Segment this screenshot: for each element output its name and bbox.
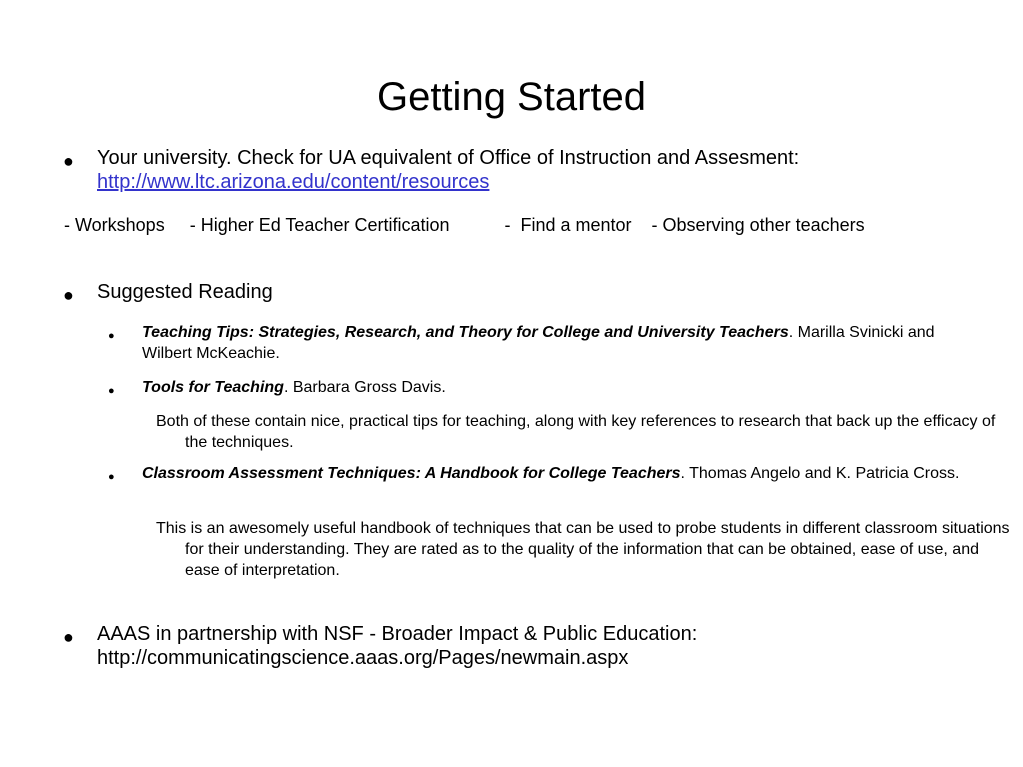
bullet-icon: ● (108, 471, 115, 483)
reading-authors: . Marilla Svinicki and Wilbert McKeachie. (142, 324, 935, 362)
list-item-aaas: AAAS in partnership with NSF - Broader Impact & Public Education: http://communicatingscience.aaas.org/Pages/newmain.aspx (97, 623, 698, 669)
reading-title: Teaching Tips: Strategies, Research, and Theory for College and University Teachers (142, 324, 789, 341)
bullet-icon: ● (63, 151, 74, 171)
bullet-icon: ● (63, 285, 74, 305)
reading-item (142, 377, 972, 398)
list-item-university (97, 146, 977, 194)
reading-item (142, 322, 972, 364)
list-item-suggested-reading: Suggested Reading (97, 281, 273, 303)
bullet-icon: ● (108, 385, 115, 397)
bullet-icon: ● (108, 330, 115, 342)
ltc-resources-link[interactable]: http://www.ltc.arizona.edu/content/resources (97, 171, 490, 193)
reading-authors: . Barbara Gross Davis. (283, 379, 446, 396)
workshops-line: - Workshops - Higher Ed Teacher Certification - Find a mentor - Observing other teachers (64, 215, 865, 235)
bullet-icon: ● (63, 627, 74, 647)
slide-title: Getting Started (376, 75, 647, 119)
reading-note: This is an awesomely useful handbook of techniques that can be used to probe students in different classroom situations for their understanding. They are rated as to the quality of the information that can be obtained, ease of use, and ease of interpretation. (156, 520, 1010, 579)
reading-title: Classroom Assessment Techniques: A Handbook for College Teachers (142, 465, 681, 482)
reading-item (142, 463, 972, 484)
list-item-text: Your university. Check for UA equivalent of Office of Instruction and Assesment: (97, 147, 800, 169)
reading-title: Tools for Teaching (142, 379, 284, 396)
reading-note: Both of these contain nice, practical tips for teaching, along with key references to research that back up the efficacy of the techniques. (156, 413, 996, 451)
reading-authors: . Thomas Angelo and K. Patricia Cross. (680, 465, 960, 482)
